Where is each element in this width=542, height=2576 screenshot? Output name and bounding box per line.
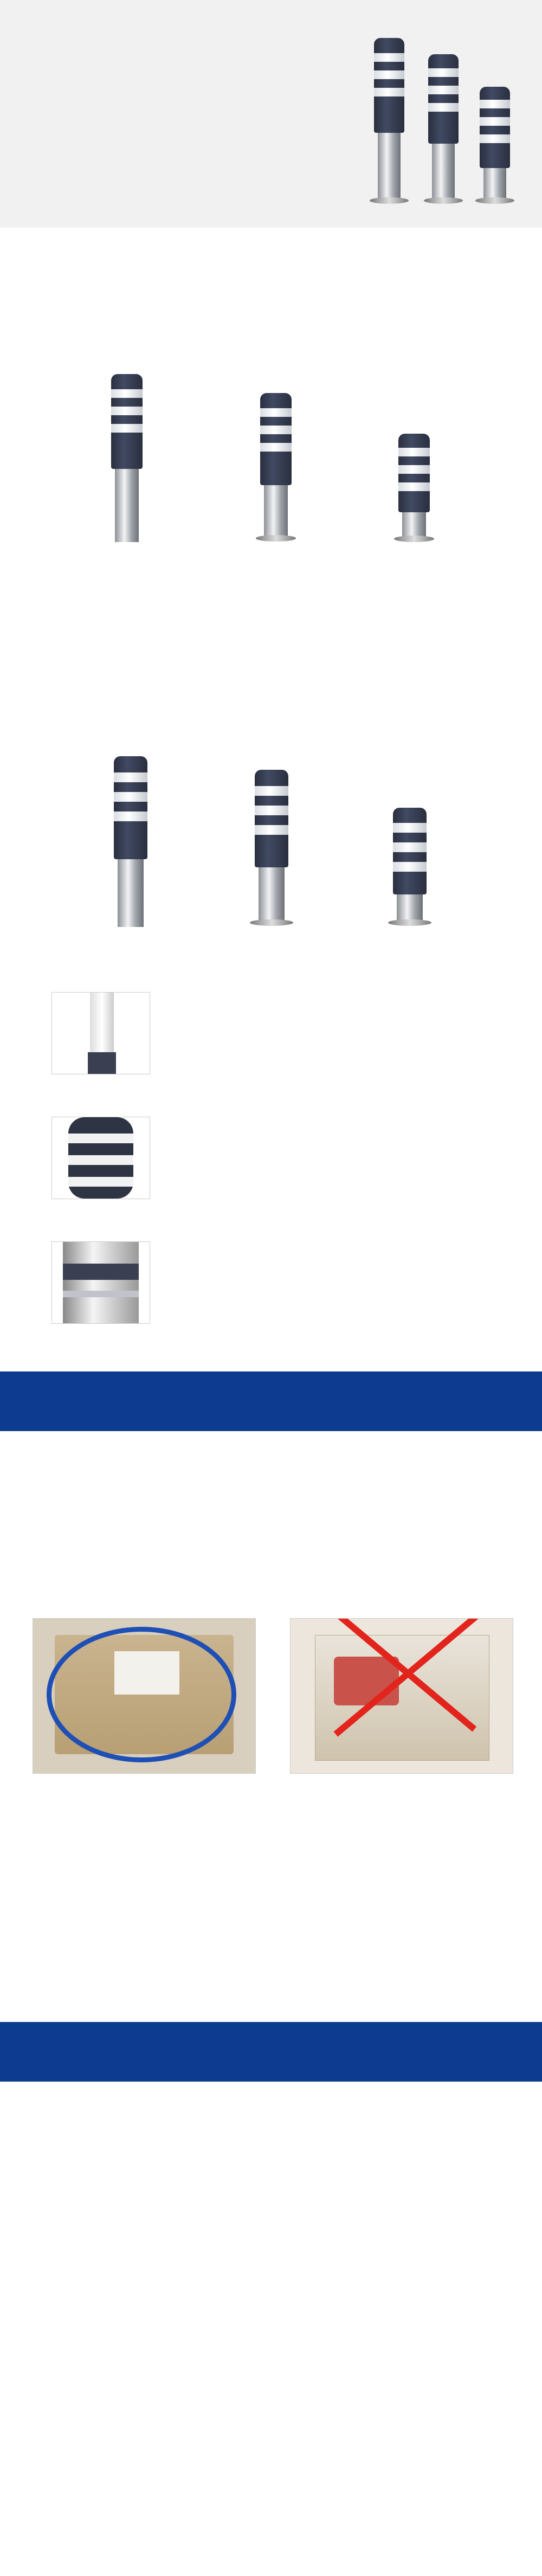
cancel-banner xyxy=(0,2022,542,2082)
exchange-banner xyxy=(0,1371,542,1431)
feature-bollard-1 xyxy=(114,756,147,927)
spec-bollard-buried xyxy=(111,374,143,542)
spec-bollard-anchor xyxy=(398,434,430,542)
bollard-image-short xyxy=(480,87,510,201)
photo-correct-packing xyxy=(33,1618,256,1774)
spec-bollard-movable xyxy=(260,393,292,542)
feature-bollard-2 xyxy=(255,770,288,927)
feature-image-2 xyxy=(51,1117,150,1199)
bollard-image-medium xyxy=(428,54,459,201)
feature-image-3 xyxy=(51,1241,150,1324)
feature-image-1 xyxy=(51,992,150,1074)
header-section xyxy=(0,0,542,228)
bollard-image-tall xyxy=(374,38,404,201)
feature-bollard-3 xyxy=(393,808,427,927)
photo-incorrect-packing xyxy=(290,1618,513,1774)
